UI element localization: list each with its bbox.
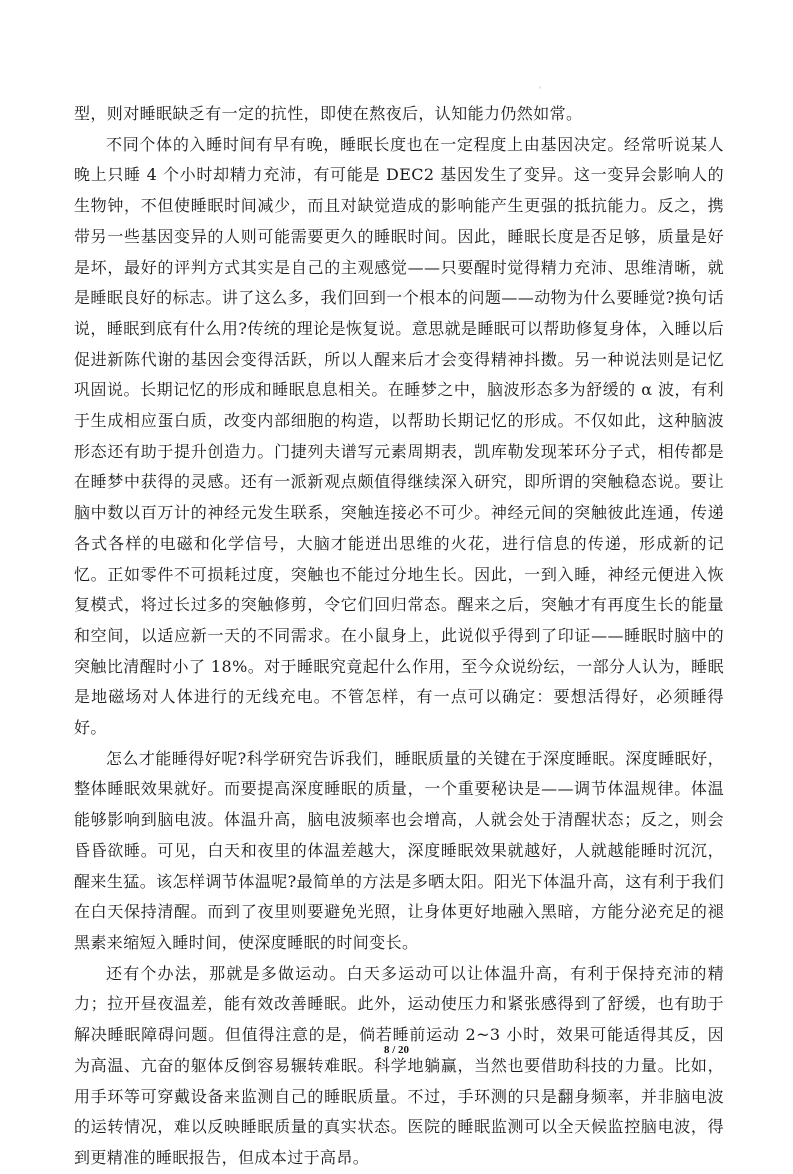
paragraph-3: 怎么才能睡得好呢?科学研究告诉我们，睡眠质量的关键在于深度睡眠。深度睡眠好，整体睡眠效果就好。而要提高深度睡眠的质量，一个重要秘诀是——调节体温规律。体温能够影响到脑电波。体温升高，脑电波频率也会增高，人就会处于清醒状态；反之，则会昏昏欲睡。可见，白天和夜里的体温差越大，深度睡眠效果就越好，人就越能睡时沉沉，醒来生猛。该怎样调节体温呢?最简单的方法是多晒太阳。阳光下体温升高，这有利于我们在白天保持清醒。而到了夜里则要避免光照，让身体更好地融入黑暗，方能分泌充足的褪黑素来缩短入睡时间，使深度睡眠的时间变长。 bbox=[74, 748, 724, 952]
paragraph-2: 不同个体的入睡时间有早有晚，睡眠长度也在一定程度上由基因决定。经常听说某人晚上只睡 4 个小时却精力充沛，有可能是 DEC2 基因发生了变异。这一变异会影响人的生物钟，不但使睡眠时间减少，而且对缺觉造成的影响能产生更强的抵抗能力。反之，携带另一些基因变异的人则可能需要更久的睡眠时间。因此，睡眠长度是否足够，质量是好是坏，最好的评判方式其实是自己的主观感觉——只要醒时觉得精力充沛、思维清晰，就是睡眠良好的标志。讲了这么多，我们回到一个根本的问题——动物为什么要睡觉?换句话说，睡眠到底有什么用?传统的理论是恢复说。意思就是睡眠可以帮助修复身体，入睡以后促进新陈代谢的基因会变得活跃，所以人醒来后才会变得精神抖擞。另一种说法则是记忆巩固说。长期记忆的形成和睡眠息息相关。在睡梦之中，脑波形态多为舒缓的 α 波，有利于生成相应蛋白质，改变内部细胞的构造，以帮助长期记忆的形成。不仅如此，这种脑波形态还有助于提升创造力。门捷列夫谱写元素周期表，凯库勒发现苯环分子式，相传都是在睡梦中获得的灵感。还有一派新观点颇值得继续深入研究，即所谓的突触稳态说。要让脑中数以百万计的神经元发生联系，突触连接必不可少。神经元间的突触彼此连通，传递各式各样的电磁和化学信号，大脑才能迸出思维的火花，进行信息的传递，形成新的记忆。正如零件不可损耗过度，突触也不能过分地生长。因此，一到入睡，神经元便进入恢复模式，将过长过多的突触修剪，令它们回归常态。醒来之后，突触才有再度生长的能量和空间，以适应新一天的不同需求。在小鼠身上，此说似乎得到了印证——睡眠时脑中的突触比清醒时小了 18%。对于睡眠究竟起什么作用，至今众说纷纭，一部分人认为，睡眠是地磁场对人体进行的无线充电。不管怎样，有一点可以确定：要想活得好，必须睡得好。 bbox=[74, 134, 724, 738]
document-body bbox=[74, 99, 724, 1174]
scan-mark: ' bbox=[539, 86, 541, 94]
page-number: 8 / 20 bbox=[383, 1044, 410, 1056]
paragraph-4: 还有个办法，那就是多做运动。白天多运动可以让体温升高，有利于保持充沛的精力；拉开昼夜温差，能有效改善睡眠。此外，运动使压力和紧张感得到了舒缓，也有助于解决睡眠障碍问题。但值得注意的是，倘若睡前运动 2~3 小时，效果可能适得其反，因为高温、亢奋的躯体反倒容易辗转难眠。科学地躺赢，当然也要借助科技的力量。比如，用手环等可穿戴设备来监测自己的睡眠质量。不过，手环测的只是翻身频率，并非脑电波的运转情况，难以反映睡眠质量的真实状态。医院的睡眠监测可以全天候监控脑电波，得到更精准的睡眠报告，但成本过于高昂。 bbox=[74, 963, 724, 1167]
paragraph-1: 型，则对睡眠缺乏有一定的抗性，即使在熬夜后，认知能力仍然如常。 bbox=[74, 104, 583, 123]
